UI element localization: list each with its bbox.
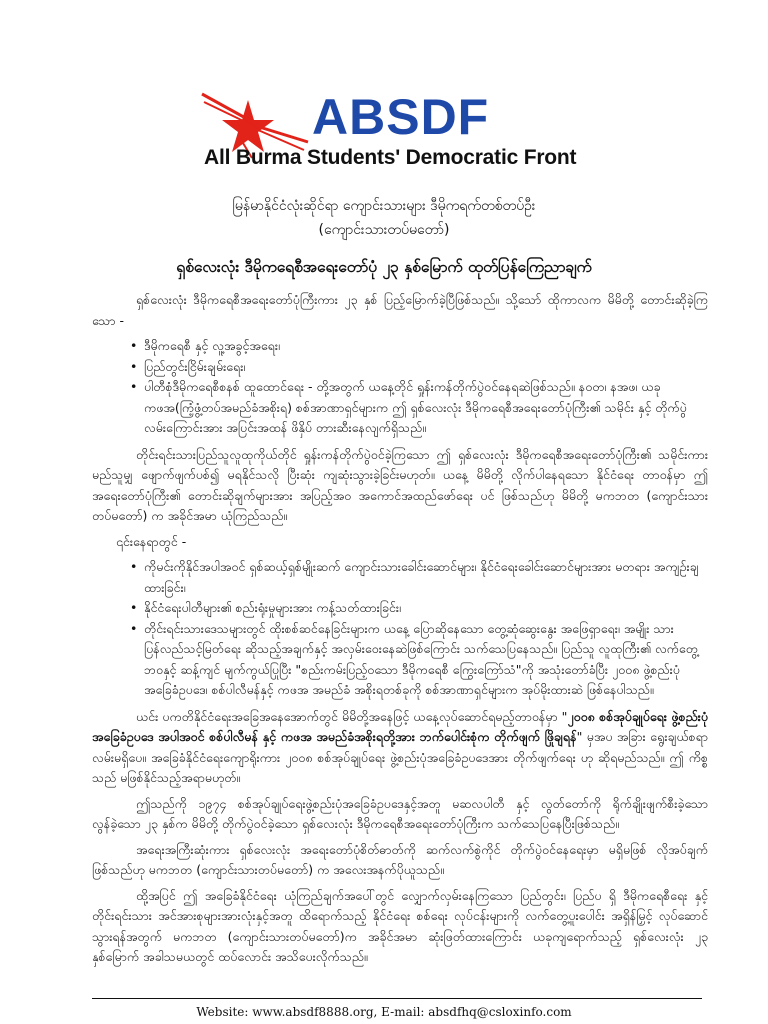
paragraph: ထို့အပြင် ဤ အခြေခံနိုင်ငံရေး ယုံကြည်ချက်အပေါ်တွင် လျှောက်လှမ်းနေကြသော ပြည်တွင်း၊ ပြည်ပ ရှိ ဒီမိုကရေစီရေး နှင့် တိုင်းရင်းသား အင်အားစုများအားလုံးနှင့်အတူ ထိရောက်သည့် နိုင်ငံရေး စစ်ရေး လုပ်ငန်းများကို လက်တွေ့ပူးပေါင်း အရှိန်မြှင့် လုပ်ဆောင်သွားရန်အတွက် မကဘတ (ကျောင်းသားတပ်မတော်)က အခိုင်အမာ ဆုံးဖြတ်ထားကြောင်း ယခုကျရောက်သည့် ရှစ်လေးလုံး ၂၃ နှစ်မြောက် အခါသမယတွင် ထပ်လောင်း အသိပေးလိုက်သည်။ <box>92 887 708 964</box>
paragraph: ဤသည်ကို ၁၉၇၄ စစ်အုပ်ချုပ်ရေးဖွဲ့စည်းပုံအခြေခံဥပဒေနှင့်အတူ မဆလပါတီ နှင့် လွတ်တော်ကို ရိုက်ချိုးဖျက်စီးခဲ့သော လွန်ခဲ့သော ၂၃ နှစ်က မိမိတို့ တိုက်ပွဲဝင်ခဲ့သော ရှစ်လေးလုံး ဒီမိုကရေစီအရေးတော်ပုံကြီးက သက်သေပြနေပြီးဖြစ်သည်။ <box>92 795 708 831</box>
org-line-subtitle: (ကျောင်းသားတပ်မတော်) <box>318 222 450 238</box>
paragraph: ရှစ်လေးလုံး ဒီမိုကရေစီအရေးတော်ပုံကြီးကား ၂၃ နှစ် ပြည့်မြောက်ခဲ့ပြီဖြစ်သည်။ သို့သော် ထိုကာလက မိမိတို့ တောင်းဆိုခဲ့ကြသော - <box>92 292 708 328</box>
paragraph-intro: ၎င်းနေရာတွင် - <box>116 533 187 549</box>
footer-contact: Website: www.absdf8888.org, E-mail: absdfhq@csloxinfo.com <box>196 1005 572 1019</box>
logo-text: ABSDF <box>312 89 490 145</box>
org-full-name: All Burma Students' Democratic Front <box>204 146 577 169</box>
paragraph <box>92 707 708 789</box>
paragraph-text: " မှအပ အခြား ရွေးချယ်စရာ လမ်းမရှိပေ။ အခြေခံနိုင်ငံရေးကျောရိုးကား ၂၀၀၈ စစ်အုပ်ချုပ်ရေး ဖွဲ့စည်းပုံအခြေခံဥပဒေအား တိုက်ဖျက်ရေး ဟု ဆိုရမည်သည်။ ဤ ကိစ္စသည် မဖြစ်နိုင်သည့်အရာမဟုတ်။ <box>92 729 708 785</box>
list-item: • ပါတီစုံဒီမိုကရေစီစနစ် ထူထောင်ရေး - တို့အတွက် ယနေ့တိုင် ရှုန်းကန်တိုက်ပွဲဝင်နေရဆဲဖြစ်သည်။ နဝတ၊ နအဖ၊ ယခု ကဖအ(ကြံ့ဖွံ့တပ်အမည်ခံအစိုးရ) စစ်အာဏာရှင်များက ဤ ရှစ်လေးလုံး ဒီမိုကရေစီအရေးတော်ပုံကြီး၏ သမိုင်း နှင့် တိုက်ပွဲ လမ်းကြောင်းအား အပြင်းအထန် ဖိနှိပ် တားဆီးနေလျက်ရှိသည်။ <box>144 377 708 439</box>
list-item: • ဒီမိုကရေစီ နှင့် လူ့အခွင့်အရေး၊ <box>144 336 708 357</box>
org-line-burmese: မြန်မာနိုင်ငံလုံးဆိုင်ရာ ကျောင်းသားများ ဒီမိုကရက်တစ်တပ်ဦး <box>232 198 536 214</box>
paragraph-text: ယင်း ပကတိနိုင်ငံရေးအခြေအနေအောက်တွင် မိမိတို့အနေဖြင့် ယနေ့လုပ်ဆောင်ရမည့်တာဝန်မှာ " <box>136 708 568 724</box>
logo-block <box>200 88 640 172</box>
paragraph: တိုင်းရင်းသားပြည်သူလူထုကိုယ်တိုင် ရှုန်းကန်တိုက်ပွဲဝင်ခဲ့ကြသော ဤ ရှစ်လေးလုံး ဒီမိုကရေစီအရေးတော်ပုံကြီး၏ သမိုင်းကား မည်သူမျှ ဖျောက်ဖျက်ပစ်၍ မရနိုင်သလို ပြီးဆုံး ကျဆုံးသွားခဲ့ခြင်းမဟုတ်။ ယနေ့ မိမိတို့ လိုက်ပါနေရသော နိုင်ငံရေး တာဝန်မှာ ဤ အရေးတော်ပုံကြီး၏ တောင်းဆိုချက်များအား အပြည့်အဝ အကောင်အထည်ဖော်ရေး ပင် ဖြစ်သည်ဟု မိမိတို့ မကဘတ (ကျောင်းသားတပ်မတော်) က အခိုင်အမာ ယုံကြည်သည်။ <box>92 446 708 523</box>
statement-body <box>92 290 708 973</box>
list-item: • ပြည်တွင်းငြိမ်းချမ်းရေး၊ <box>144 357 708 378</box>
list-item: • နိုင်ငံရေးပါတီများ၏ စည်းရုံးမှုများအား ကန့်သတ်ထားခြင်း၊ <box>144 598 708 619</box>
paragraph: အရေးအကြီးဆုံးကား ရှစ်လေးလုံး အရေးတော်ပုံစိတ်ဓာတ်ကို ဆက်လက်စွဲကိုင် တိုက်ပွဲဝင်နေရေးမှာ မရှိမဖြစ် လိုအပ်ချက် ဖြစ်သည်ဟု မကဘတ (ကျောင်းသားတပ်မတော်) က အလေးအနက်ပိုယူသည်။ <box>92 841 708 877</box>
issues-list <box>92 557 708 701</box>
list-item: • တိုင်းရင်းသားဒေသများတွင် ထိုးစစ်ဆင်နေခြင်းများက ယနေ့ ပြောဆိုနေသော တွေ့ဆုံဆွေးနွေး အဖြေရှာရေး၊ အမျိုး သားပြန်လည်သင့်မြတ်ရေး ဆိုသည့်အချက်နှင့် အလှမ်းဝေးနေဆဲဖြစ်ကြောင်း သက်သေပြနေသည်။ ပြည်သူ လူထုကြီး၏ လက်တွေ့ဘဝနှင့် ဆန့်ကျင် မျက်ကွယ်ပြုပြီး "စည်းကမ်းပြည့်ဝသော ဒီမိုကရေစီ ကြွေးကြော်သံ"ကို အသုံးတော်ခံပြီး ၂၀၀၈ ဖွဲ့စည်းပုံ အခြေခံဥပဒေ၊ စစ်ပါလီမန်နှင့် ကဖအ အမည်ခံ အစိုးရတစ်ခုကို စစ်အာဏာရှင်များက အုပ်မိုးထားဆဲ ဖြစ်နေပါသည်။ <box>144 619 708 701</box>
footer-divider <box>92 998 702 999</box>
demands-list <box>92 336 708 439</box>
list-item: • ကိုမင်းကိုနိုင်အပါအဝင် ရှစ်ဆယ့်ရှစ်မျိုးဆက် ကျောင်းသားခေါင်းဆောင်များ၊ နိုင်ငံရေးခေါင်းဆောင်များအား မတရား အကျဉ်းချထားခြင်း၊ <box>144 557 708 598</box>
statement-title: ရှစ်လေးလုံး ဒီမိုကရေစီအရေးတော်ပုံ ၂၃ နှစ်မြောက် ထုတ်ပြန်ကြေညာချက် <box>176 258 592 276</box>
paragraph-emphasis: ၂၀၀၈ စစ်အုပ်ချုပ်ရေး ဖွဲ့စည်းပုံအခြေခံဥပဒေ အပါအဝင် စစ်ပါလီမန် နှင့် ကဖအ အမည်ခံအစိုးရတို့အား ဘက်ပေါင်းစုံက တိုက်ဖျက် ဖြိုချရန် <box>92 708 708 744</box>
